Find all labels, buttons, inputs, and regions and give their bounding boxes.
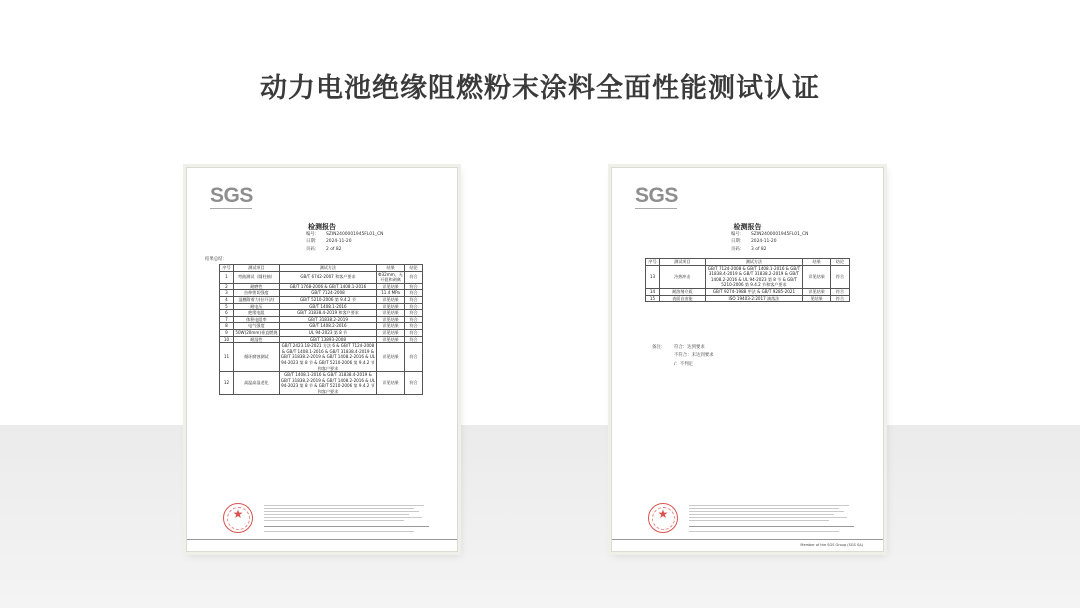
- cell-conclusion: 符合: [405, 271, 423, 283]
- cell-index: 5: [220, 303, 234, 310]
- cell-item: 电气强度: [233, 323, 279, 330]
- cell-method: ISO 19403-2:2017 滴落法: [705, 295, 803, 302]
- report-number: 编号： SZIN2400001945FL01_CN: [731, 232, 809, 237]
- sgs-seal-stamp: ★: [648, 503, 678, 533]
- note-line: 不符合：未达到要求: [674, 353, 714, 359]
- footer-divider: [187, 539, 457, 540]
- cell-index: 11: [220, 343, 234, 372]
- cell-index: 10: [220, 336, 234, 343]
- results-table: [219, 264, 423, 395]
- cell-conclusion: 符合: [405, 323, 423, 330]
- header-index: 序号: [646, 259, 660, 266]
- cell-item: 表面自由能: [659, 295, 705, 302]
- cell-method: GB/T 9274-1988 甲法 & GB/T 9285-2021: [705, 288, 803, 295]
- member-text: Member of the SGS Group (SGS SA): [800, 543, 863, 547]
- cell-conclusion: 符合: [831, 295, 850, 302]
- cell-conclusion: 符合: [831, 265, 850, 288]
- cell-result: 详见结果: [377, 303, 405, 310]
- cell-conclusion: 符合: [405, 290, 423, 297]
- cell-index: 9: [220, 329, 234, 336]
- cell-item: 耐磨性: [233, 283, 279, 290]
- cell-item: 高温高湿老化: [233, 372, 279, 395]
- fine-print-line: [264, 526, 429, 527]
- table-row: [646, 295, 850, 302]
- cell-index: 4: [220, 296, 234, 303]
- cell-method: GB/T 2423.18-2021 方法 6 & GB/T 7124-2008 & GB/T 1408.1-2016 & GB/T 31838.4-2019 & GB/T 31838.2-2019 & GB/T 1408.2-2016 & UL 94-2023 第 8 节 & GB/T 5210-2006 第 9.4.2 节和客户要求: [280, 343, 376, 371]
- cell-index: 2: [220, 283, 234, 290]
- cell-index: 14: [646, 288, 660, 295]
- logo-underline: [210, 208, 252, 209]
- cell-conclusion: 符合: [405, 329, 423, 336]
- sgs-logo: SGS: [210, 184, 253, 207]
- report-meta: [731, 231, 808, 253]
- cell-method: GB/T 1768-2006 & GB/T 1408.1-2016: [279, 283, 376, 290]
- header-conclusion: 结论: [405, 265, 423, 272]
- header-conclusion: 结论: [831, 259, 850, 266]
- cell-method: GB/T 31838.2-2019: [279, 316, 376, 323]
- cell-item: 耐溶剂介质: [659, 288, 705, 295]
- cell-index: 12: [220, 372, 234, 395]
- fine-print-line: [689, 520, 829, 521]
- fine-print-line: [264, 505, 424, 506]
- table-row: [220, 323, 423, 330]
- notes: [652, 344, 714, 369]
- cell-result: 详见结果: [803, 288, 831, 295]
- report-title: 检测报告: [733, 223, 762, 231]
- cell-conclusion: 符合: [405, 303, 423, 310]
- cell-conclusion: 符合: [405, 310, 423, 317]
- footer-divider: [612, 539, 883, 540]
- table-row: [220, 296, 423, 303]
- cell-item: 体积电阻率: [233, 316, 279, 323]
- fine-print-line: [689, 517, 847, 518]
- page-title: 动力电池绝缘阻燃粉末涂料全面性能测试认证: [260, 73, 820, 104]
- table-row: [220, 329, 423, 336]
- header-result: 结果: [803, 259, 831, 266]
- cell-method: GB/T 7124-2008 & GB/T 1408.1-2016 & GB/T 31838.4-2019 & GB/T 31838.2-2019 & GB/T 1408.2-2016 & UL 94-2023 第 8 节 & GB/T 5210-2006 第 9.4.2 节和客户要求: [705, 265, 803, 288]
- note-line: /：不判定: [674, 361, 694, 367]
- fine-print-line: [689, 508, 839, 509]
- cell-method: GB/T 13893-2008: [279, 336, 376, 343]
- report-page-2: [186, 167, 458, 552]
- fine-print-line: [264, 517, 422, 518]
- header-index: 序号: [220, 265, 234, 272]
- table-row: [220, 310, 423, 317]
- report-page: 页码： 2 of 82: [306, 246, 342, 252]
- fine-print-line: [264, 508, 414, 509]
- report-date: 日期： 2024-11-20: [306, 239, 352, 245]
- cell-method: GB/T 7124-2008: [279, 290, 376, 297]
- table-row: [220, 336, 423, 343]
- cell-item: 循环腐蚀测试: [233, 343, 279, 372]
- report-page: 页码： 3 of 82: [731, 246, 767, 252]
- header-method: 测试方法: [279, 265, 376, 272]
- cell-item: 50W(20mm)垂直燃烧: [235, 329, 278, 335]
- cell-result: 11.4 MPa: [377, 290, 405, 297]
- cell-result: 详见结果: [377, 283, 405, 290]
- table-row: [220, 343, 423, 372]
- cell-index: 6: [220, 310, 234, 317]
- cell-conclusion: 符合: [405, 343, 423, 372]
- cell-index: 8: [220, 323, 234, 330]
- cell-result: 详见结果: [377, 343, 405, 372]
- cell-method: UL 94-2023 第 8 节: [279, 329, 376, 336]
- cell-method: GB/T 1408.1-2016: [279, 303, 376, 310]
- cell-index: 7: [220, 316, 234, 323]
- cell-index: 3: [220, 290, 234, 297]
- header-item: 测试项目: [659, 259, 705, 266]
- cell-method: GB/T 6742-2007 和客户要求: [279, 271, 376, 283]
- fine-print-line: [689, 531, 839, 532]
- cell-conclusion: 符合: [405, 316, 423, 323]
- cell-conclusion: 符合: [405, 283, 423, 290]
- report-title: 检测报告: [308, 223, 336, 231]
- header-result: 结果: [377, 265, 405, 272]
- fine-print-line: [264, 514, 409, 515]
- report-meta: [306, 231, 383, 253]
- fine-print-line: [689, 514, 834, 515]
- cell-conclusion: 符合: [831, 288, 850, 295]
- note-line: 备注： 符合：达到要求: [652, 345, 705, 350]
- cell-method: GB/T 5210-2006 第 9.4.2 节: [279, 296, 376, 303]
- cell-result: 详见结果: [377, 329, 405, 336]
- cell-item: 绝缘电阻: [233, 310, 279, 317]
- cell-conclusion: 符合: [405, 372, 423, 395]
- results-table: [645, 258, 850, 302]
- table-row: [220, 283, 423, 290]
- background-band: [0, 425, 1080, 608]
- report-page-3: [611, 167, 884, 552]
- cell-method: GB/T 1408.1-2016 & GB/T 31838.4-2019 & GB/T 31838.2-2019 & GB/T 1408.2-2016 & UL 94-2023 第 8 节 & GB/T 5210-2006 第 9.4.2 节和客户要求: [280, 372, 376, 394]
- cell-index: 15: [646, 295, 660, 302]
- cell-result: 详见结果: [377, 336, 405, 343]
- logo-underline: [635, 208, 677, 209]
- report-number: 编号： SZIN2400001945FL01_CN: [306, 232, 384, 237]
- table-row: [220, 372, 423, 395]
- sgs-logo: SGS: [635, 184, 678, 207]
- fine-print-line: [264, 531, 414, 532]
- table-header-row: [220, 265, 423, 272]
- fine-print-line: [264, 520, 404, 521]
- cell-result: 详见结果: [803, 265, 831, 288]
- cell-result: 详见结果: [377, 316, 405, 323]
- cell-item: 弯曲测试（圆柱轴）: [233, 271, 279, 283]
- cell-conclusion: 符合: [405, 296, 423, 303]
- table-header-row: [646, 259, 850, 266]
- table-row: [646, 265, 850, 288]
- fine-print-line: [689, 505, 849, 506]
- cell-index: 1: [220, 271, 234, 283]
- cell-result: 详见结果: [377, 296, 405, 303]
- cell-method: GB/T 31838.4-2019 和客户要求: [279, 310, 376, 317]
- cell-result: 详见结果: [377, 372, 405, 395]
- cell-item: 冷热冲击: [659, 265, 705, 288]
- table-row: [220, 290, 423, 297]
- table-row: [220, 316, 423, 323]
- table-row: [220, 303, 423, 310]
- summary-label: 结果总结：: [205, 257, 227, 262]
- cell-conclusion: 符合: [405, 336, 423, 343]
- table-row: [220, 271, 423, 283]
- header-item: 测试项目: [233, 265, 279, 272]
- fine-print-line: [264, 511, 419, 512]
- cell-method: GB/T 1408.2-2016: [279, 323, 376, 330]
- header-method: 测试方法: [705, 259, 803, 266]
- report-date: 日期： 2024-11-20: [731, 239, 777, 245]
- table-row: [646, 288, 850, 295]
- fine-print-line: [689, 511, 844, 512]
- fine-print-line: [689, 526, 854, 527]
- cell-item: 耐电压: [233, 303, 279, 310]
- sgs-seal-stamp: ★: [223, 503, 253, 533]
- cell-result: Φ32mm，无开裂和剥离: [378, 271, 403, 283]
- cell-result: 详见结果: [377, 323, 405, 330]
- cell-item: 湿膜附着力(拉开法): [233, 296, 279, 303]
- cell-index: 13: [646, 265, 660, 288]
- cell-result: 详见结果: [377, 310, 405, 317]
- cell-item: 拉伸剪切强度: [233, 290, 279, 297]
- cell-item: 耐湿性: [233, 336, 279, 343]
- cell-result: 见结果: [803, 295, 831, 302]
